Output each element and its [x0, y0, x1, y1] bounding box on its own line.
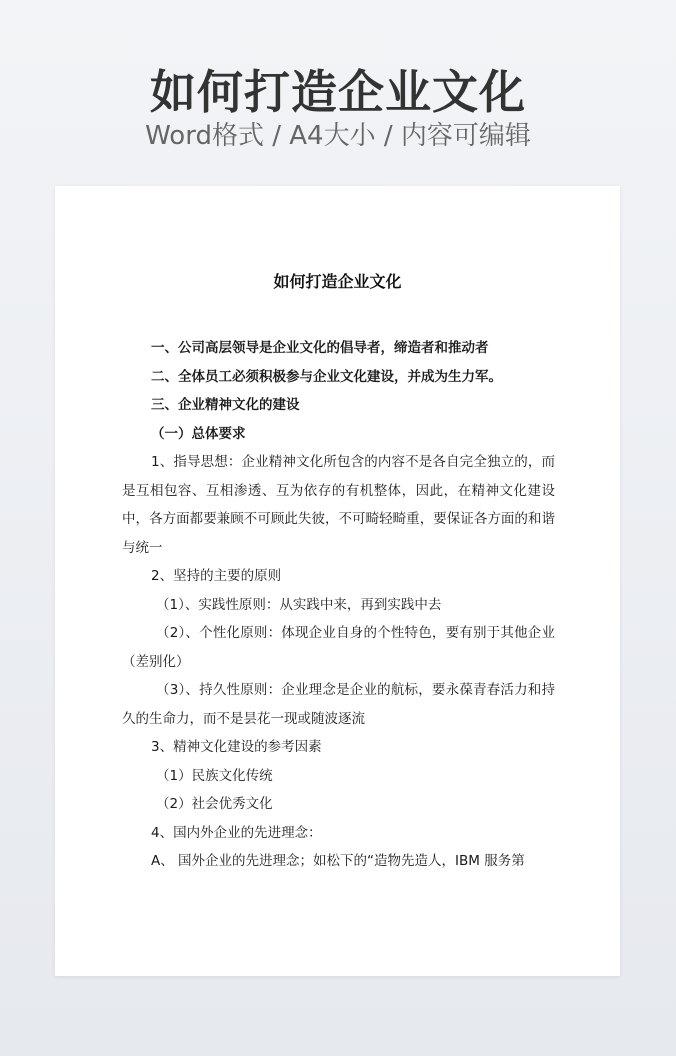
banner-subtitle: Word格式 / A4大小 / 内容可编辑: [145, 121, 531, 151]
document-page: [55, 186, 620, 976]
banner-title: 如何打造企业文化: [150, 65, 526, 119]
paragraph-principles-heading: 2、坚持的主要的原则: [151, 568, 282, 584]
paragraph-principle-individuality: （2）、个性化原则：体现企业自身的个性特色，要有别于其他企业（差别化）: [122, 625, 555, 670]
heading-3: 三、企业精神文化的建设: [151, 397, 300, 413]
document-title: 如何打造企业文化: [273, 272, 402, 291]
banner: [0, 0, 676, 186]
heading-1: 一、公司高层领导是企业文化的倡导者，缔造者和推动者: [151, 340, 489, 356]
paragraph-social-culture: （2）社会优秀文化: [156, 796, 273, 812]
paragraph-national-culture: （1）民族文化传统: [156, 767, 273, 784]
heading-2: 二、全体员工必须积极参与企业文化建设，并成为生力军。: [151, 368, 502, 385]
paragraph-advanced-concepts: 4、国内外企业的先进理念：: [151, 824, 322, 841]
document-body: [122, 334, 555, 876]
paragraph-principle-practice: （1）、实践性原则：从实践中来，再到实践中去: [156, 596, 442, 613]
paragraph-principle-persistence: （3）、持久性原则：企业理念是企业的航标，要永葆青春活力和持久的生命力，而不是昙花一现或随波逐流: [122, 682, 555, 727]
paragraph-reference-factors: 3、精神文化建设的参考因素: [151, 739, 322, 755]
paragraph-guiding-thought: 1、指导思想：企业精神文化所包含的内容不是各自完全独立的，而是互相包容、互相渗透、互为依存的有机整体，因此，在精神文化建设中，各方面都要兼顾不可顾此失彼，不可畸轻畸重，要保证各方面的和谐与统一: [122, 454, 555, 556]
paragraph-foreign-concepts: A、 国外企业的先进理念；如松下的“造物先造人，IBM 服务第: [151, 853, 525, 869]
subheading-general-requirements: （一）总体要求: [151, 425, 246, 442]
